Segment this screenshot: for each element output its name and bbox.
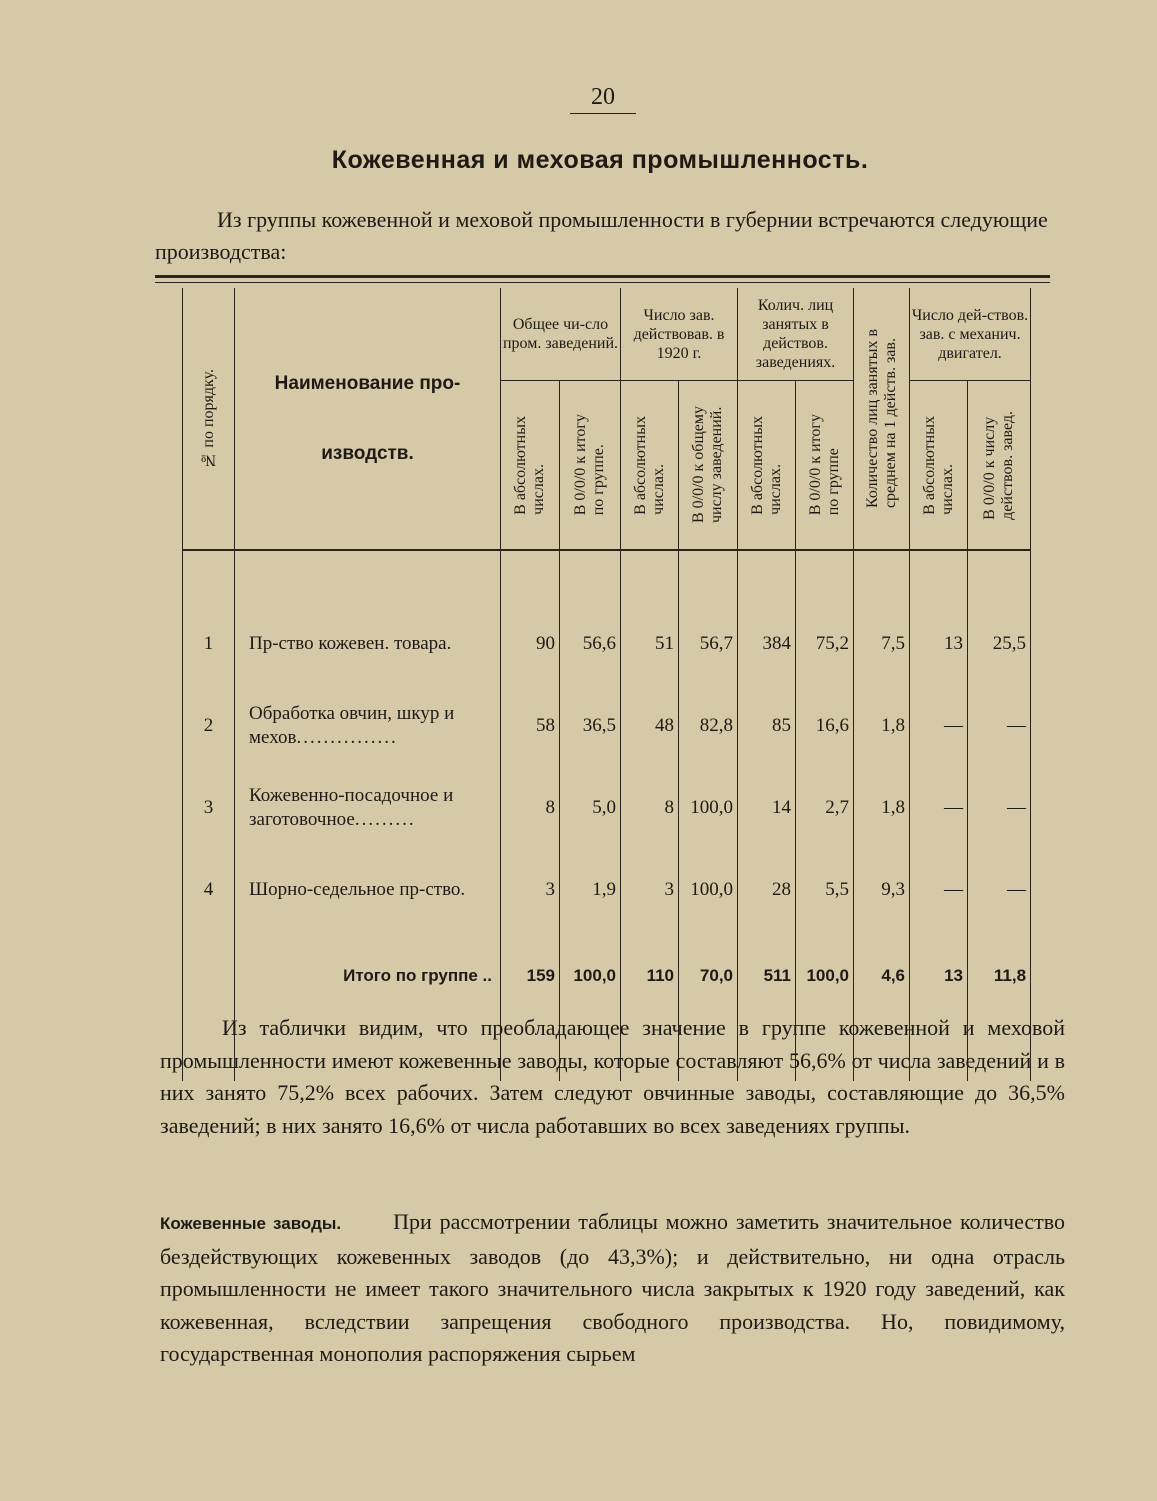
row-name-text: Обработка овчин, шкур и мехов [249, 703, 455, 748]
cell-persons-abs: 85 [738, 685, 796, 767]
statistics-table [182, 288, 1031, 1081]
page-heading: Кожевенная и меховая промышленность. [331, 146, 869, 174]
cell-active-abs: 8 [621, 767, 679, 849]
section-paragraph [160, 1206, 1065, 1371]
row-index: 3 [183, 767, 235, 849]
row-name [235, 767, 501, 849]
cell-total-pct: 1,9 [560, 849, 621, 931]
row-name [235, 849, 501, 931]
header-g4-pct [968, 381, 1031, 551]
header-g3-pct-text: В 0/0/0 к итогу по группе [806, 414, 842, 516]
header-g3-abs [738, 381, 796, 551]
cell-engines-abs: 13 [910, 603, 968, 685]
cell-engines-abs: — [910, 767, 968, 849]
cell-persons-abs: 384 [738, 603, 796, 685]
header-mechanical-engines: Число дей-ствов. зав. с механич. двигател. [910, 288, 1031, 381]
analysis-text: Из таблички видим, что преобладающее значение в группе кожевенной и меховой промышленности имеют кожевенные заводы, которые составляют 56,6% от числа заведений и в них занято 75,2% всех рабочих. Затем следуют овчинные заводы, составляющие до 36,5% заведений; в них занято 16,6% от числа работавших во всех заведениях группы. [160, 1015, 1065, 1138]
row-name-dots: ............... [296, 727, 398, 748]
cell-persons-pct: 16,6 [796, 685, 854, 767]
row-index: 4 [183, 849, 235, 931]
section-side-heading: Кожевенные заводы. [160, 1214, 342, 1233]
analysis-paragraph [160, 1012, 1065, 1142]
cell-engines-pct: — [968, 685, 1031, 767]
header-g1-abs-text: В абсолютных числах. [512, 415, 547, 515]
cell-active-abs: 51 [621, 603, 679, 685]
table-top-rule [155, 275, 1050, 278]
cell-active-pct: 56,7 [679, 603, 738, 685]
table-row [183, 603, 1031, 685]
table-row [183, 849, 1031, 931]
row-name-text: Кожевенно-посадочное и заготовочное [249, 785, 454, 830]
header-g3-abs-text: В абсолютных числах. [748, 415, 784, 515]
cell-engines-pct: — [968, 849, 1031, 931]
header-g2-pct [679, 381, 738, 551]
header-g1-pct [560, 381, 621, 551]
cell-total-abs: 90 [501, 603, 560, 685]
total-active-pct: 70,0 [679, 931, 738, 1021]
cell-avg-persons: 1,8 [854, 767, 910, 849]
cell-engines-pct: 25,5 [968, 603, 1031, 685]
total-total-abs: 159 [501, 931, 560, 1021]
header-g2-abs-text: В абсолютных числах. [631, 415, 667, 515]
cell-active-pct: 100,0 [679, 849, 738, 931]
cell-persons-pct: 2,7 [796, 767, 854, 849]
header-active-1920: Число зав. действовав. в 1920 г. [621, 288, 738, 381]
cell-engines-abs: — [910, 685, 968, 767]
total-persons-abs: 511 [738, 931, 796, 1021]
cell-persons-abs: 14 [738, 767, 796, 849]
cell-total-pct: 56,6 [560, 603, 621, 685]
statistics-table-wrap [182, 288, 1030, 1000]
header-total-establishments: Общее чи-сло пром. заведений. [501, 288, 621, 381]
intro-text: Из группы кожевенной и меховой промышленности в губернии встречаются следующие производства: [155, 207, 1048, 264]
cell-total-abs: 58 [501, 685, 560, 767]
header-g3-pct [796, 381, 854, 551]
table-row [183, 685, 1031, 767]
header-g1-abs [501, 381, 560, 551]
cell-active-pct: 82,8 [679, 685, 738, 767]
cell-active-abs: 48 [621, 685, 679, 767]
total-label: Итого по группе .. [235, 931, 501, 1021]
header-index [183, 288, 235, 550]
row-name [235, 685, 501, 767]
table-spacer-row [183, 550, 1031, 603]
header-name-text: Наименование про-изводств. [274, 372, 461, 464]
cell-total-pct: 5,0 [560, 767, 621, 849]
table-total-row [183, 931, 1031, 1021]
header-g4-abs-text: В абсолютных числах. [920, 415, 956, 515]
cell-total-abs: 8 [501, 767, 560, 849]
total-total-pct: 100,0 [560, 931, 621, 1021]
section-text: При рассмотрении таблицы можно заметить значительное количество бездействующих кожевенных заводов (до 43,3%); и действительно, ни одна отрасль промышленности не имеет такого значительного числа закрытых к 1920 году заведений, как кожевенная, вследствии запрещения свободного производства. Но, повидимому, государственная монополия распоряжения сырьем [160, 1209, 1065, 1366]
header-name [235, 288, 501, 550]
cell-total-pct: 36,5 [560, 685, 621, 767]
cell-total-abs: 3 [501, 849, 560, 931]
table-top-rule-thin [155, 282, 1050, 283]
cell-persons-pct: 75,2 [796, 603, 854, 685]
cell-active-pct: 100,0 [679, 767, 738, 849]
row-index: 1 [183, 603, 235, 685]
header-persons-employed: Колич. лиц занятых в действов. заведениях. [738, 288, 854, 381]
cell-active-abs: 3 [621, 849, 679, 931]
table-row [183, 767, 1031, 849]
total-persons-pct: 100,0 [796, 931, 854, 1021]
page-number: 20 [570, 84, 636, 114]
row-name-text: Шорно-седельное пр-ство. [249, 879, 466, 900]
header-g1-pct-text: В 0/0/0 к итогу по группе. [572, 414, 607, 516]
cell-avg-persons: 9,3 [854, 849, 910, 931]
total-engines-abs: 13 [910, 931, 968, 1021]
cell-engines-abs: — [910, 849, 968, 931]
header-avg-persons-text: Количество лиц занятых в среднем на 1 действ. зав. [863, 328, 899, 509]
row-name-dots: ......... [354, 809, 416, 830]
header-g4-abs [910, 381, 968, 551]
cell-engines-pct: — [968, 767, 1031, 849]
cell-persons-pct: 5,5 [796, 849, 854, 931]
row-index: 2 [183, 685, 235, 767]
cell-persons-abs: 28 [738, 849, 796, 931]
cell-avg-persons: 7,5 [854, 603, 910, 685]
total-active-abs: 110 [621, 931, 679, 1021]
header-avg-persons [854, 288, 910, 550]
row-name [235, 603, 501, 685]
row-name-text: Пр-ство кожевен. товара. [249, 633, 452, 654]
header-g4-pct-text: В 0/0/0 к числу действов. завед. [981, 410, 1017, 520]
total-index [183, 931, 235, 1021]
header-g2-abs [621, 381, 679, 551]
header-g2-pct-text: В 0/0/0 к общему числу заведений. [690, 406, 726, 524]
cell-avg-persons: 1,8 [854, 685, 910, 767]
total-engines-pct: 11,8 [968, 931, 1031, 1021]
intro-paragraph [155, 204, 1055, 268]
total-avg-persons: 4,6 [854, 931, 910, 1021]
header-index-text: № по порядку. [199, 368, 217, 469]
